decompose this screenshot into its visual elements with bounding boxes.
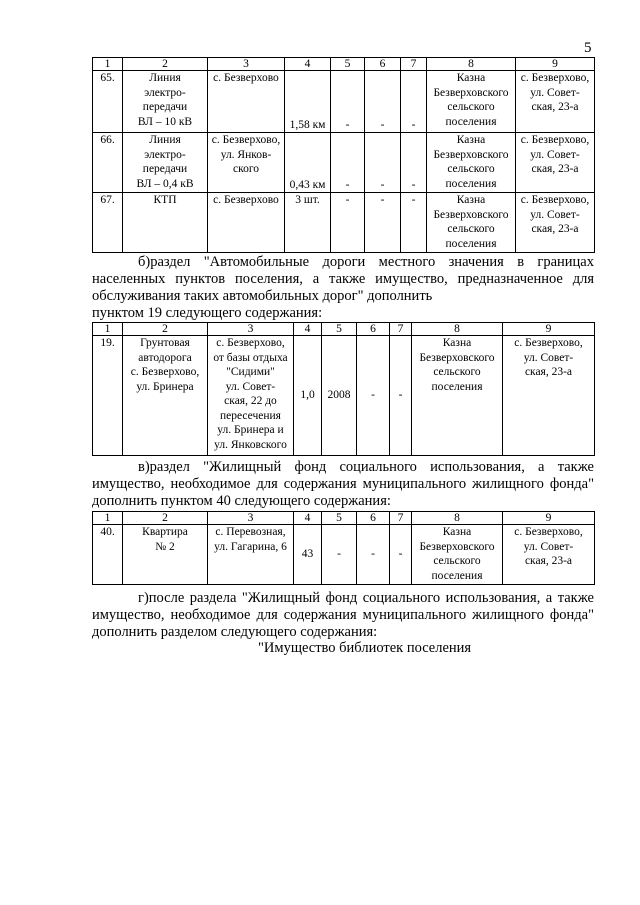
cell-col6: - bbox=[357, 525, 390, 585]
property-table-2 bbox=[92, 322, 595, 456]
row-number: 65. bbox=[93, 71, 123, 133]
cell-col6: - bbox=[357, 336, 390, 456]
row-number: 19. bbox=[93, 336, 123, 456]
paragraph-v-text: в)раздел "Жилищный фонд социального использования, а также имущество, необходимое для содержания муниципального жилищного фонда" дополнить пунктом 40 следующего содержания: bbox=[92, 459, 594, 509]
table-row bbox=[93, 525, 595, 585]
property-quantity: 0,43 км bbox=[285, 133, 331, 193]
property-name: Линия электро- передачи ВЛ – 10 кВ bbox=[123, 71, 208, 133]
paragraph-b bbox=[92, 254, 594, 322]
table-row bbox=[93, 133, 595, 193]
row-number: 66. bbox=[93, 133, 123, 193]
header-cell: 7 bbox=[390, 323, 412, 336]
property-address: с. Безверхово, ул. Янков- ского bbox=[208, 133, 285, 193]
table-header-row bbox=[93, 323, 595, 336]
page-number: 5 bbox=[584, 40, 592, 56]
property-address: с. Перевозная, ул. Гагарина, 6 bbox=[208, 525, 294, 585]
property-holder: с. Безверхово, ул. Совет- ская, 23-а bbox=[516, 133, 595, 193]
header-cell: 1 bbox=[93, 58, 123, 71]
paragraph-b-text: б)раздел "Автомобильные дороги местного значения в границах населенных пунктов поселения, а также имущество, предназначенное для обслуживания таких автомобильных дорог" дополнить bbox=[92, 254, 594, 304]
property-address: с. Безверхово bbox=[208, 71, 285, 133]
property-holder: с. Безверхово, ул. Совет- ская, 23-а bbox=[516, 193, 595, 253]
header-cell: 3 bbox=[208, 512, 294, 525]
property-owner: Казна Безверховского сельского поселения bbox=[427, 133, 516, 193]
header-cell: 2 bbox=[123, 58, 208, 71]
cell-col5: - bbox=[331, 193, 365, 253]
header-cell: 1 bbox=[93, 323, 123, 336]
property-owner: Казна Безверховского сельского поселения bbox=[427, 193, 516, 253]
property-name: КТП bbox=[123, 193, 208, 253]
property-owner: Казна Безверховского сельского поселения bbox=[427, 71, 516, 133]
header-cell: 5 bbox=[331, 58, 365, 71]
cell-col7: - bbox=[390, 336, 412, 456]
header-cell: 5 bbox=[322, 323, 357, 336]
property-table-1 bbox=[92, 57, 595, 253]
property-quantity: 3 шт. bbox=[285, 193, 331, 253]
cell-col4: 43 bbox=[294, 525, 322, 585]
header-cell: 4 bbox=[285, 58, 331, 71]
cell-col6: - bbox=[365, 71, 401, 133]
property-name: Грунтовая автодорога с. Безверхово, ул. Бринера bbox=[123, 336, 208, 456]
table-row bbox=[93, 193, 595, 253]
paragraph-g-text: г)после раздела "Жилищный фонд социального использования, а также имущество, необходимое для содержания муниципального жилищного фонда" дополнить разделом следующего содержания: bbox=[92, 590, 594, 640]
property-name: Квартира № 2 bbox=[123, 525, 208, 585]
header-cell: 8 bbox=[427, 58, 516, 71]
header-cell: 1 bbox=[93, 512, 123, 525]
property-table-3 bbox=[92, 511, 595, 585]
header-cell: 3 bbox=[208, 58, 285, 71]
property-address: с. Безверхово bbox=[208, 193, 285, 253]
property-name: Линия электро- передачи ВЛ – 0,4 кВ bbox=[123, 133, 208, 193]
table-row bbox=[93, 336, 595, 456]
header-cell: 4 bbox=[294, 323, 322, 336]
header-cell: 6 bbox=[357, 323, 390, 336]
cell-col5: 2008 bbox=[322, 336, 357, 456]
header-cell: 7 bbox=[390, 512, 412, 525]
cell-col4: 1,0 bbox=[294, 336, 322, 456]
cell-col7: - bbox=[401, 133, 427, 193]
paragraph-g bbox=[92, 590, 594, 641]
property-owner: Казна Безверховского сельского поселения bbox=[412, 336, 503, 456]
table-header-row bbox=[93, 58, 595, 71]
table-row bbox=[93, 71, 595, 133]
property-holder: с. Безверхово, ул. Совет- ская, 23-а bbox=[516, 71, 595, 133]
header-cell: 4 bbox=[294, 512, 322, 525]
header-cell: 8 bbox=[412, 512, 503, 525]
header-cell: 5 bbox=[322, 512, 357, 525]
cell-col7: - bbox=[401, 71, 427, 133]
section-title bbox=[92, 640, 594, 657]
header-cell: 9 bbox=[503, 512, 595, 525]
table-header-row bbox=[93, 512, 595, 525]
header-cell: 8 bbox=[412, 323, 503, 336]
cell-col7: - bbox=[390, 525, 412, 585]
cell-col6: - bbox=[365, 193, 401, 253]
property-holder: с. Безверхово, ул. Совет- ская, 23-а bbox=[503, 336, 595, 456]
cell-col6: - bbox=[365, 133, 401, 193]
paragraph-b-last-line: пунктом 19 следующего содержания: bbox=[92, 305, 323, 321]
property-owner: Казна Безверховского сельского поселения bbox=[412, 525, 503, 585]
header-cell: 9 bbox=[503, 323, 595, 336]
header-cell: 6 bbox=[365, 58, 401, 71]
header-cell: 7 bbox=[401, 58, 427, 71]
row-number: 40. bbox=[93, 525, 123, 585]
property-quantity: 1,58 км bbox=[285, 71, 331, 133]
header-cell: 3 bbox=[208, 323, 294, 336]
property-holder: с. Безверхово, ул. Совет- ская, 23-а bbox=[503, 525, 595, 585]
cell-col5: - bbox=[322, 525, 357, 585]
property-address: с. Безверхово, от базы отдыха "Сидими" ул. Совет- ская, 22 до пересечения ул. Бринера и ул. Янковского bbox=[208, 336, 294, 456]
cell-col7: - bbox=[401, 193, 427, 253]
header-cell: 2 bbox=[123, 323, 208, 336]
header-cell: 2 bbox=[123, 512, 208, 525]
header-cell: 9 bbox=[516, 58, 595, 71]
section-title-text: "Имущество библиотек поселения bbox=[258, 640, 472, 656]
paragraph-v bbox=[92, 459, 594, 510]
cell-col5: - bbox=[331, 71, 365, 133]
row-number: 67. bbox=[93, 193, 123, 253]
header-cell: 6 bbox=[357, 512, 390, 525]
cell-col5: - bbox=[331, 133, 365, 193]
